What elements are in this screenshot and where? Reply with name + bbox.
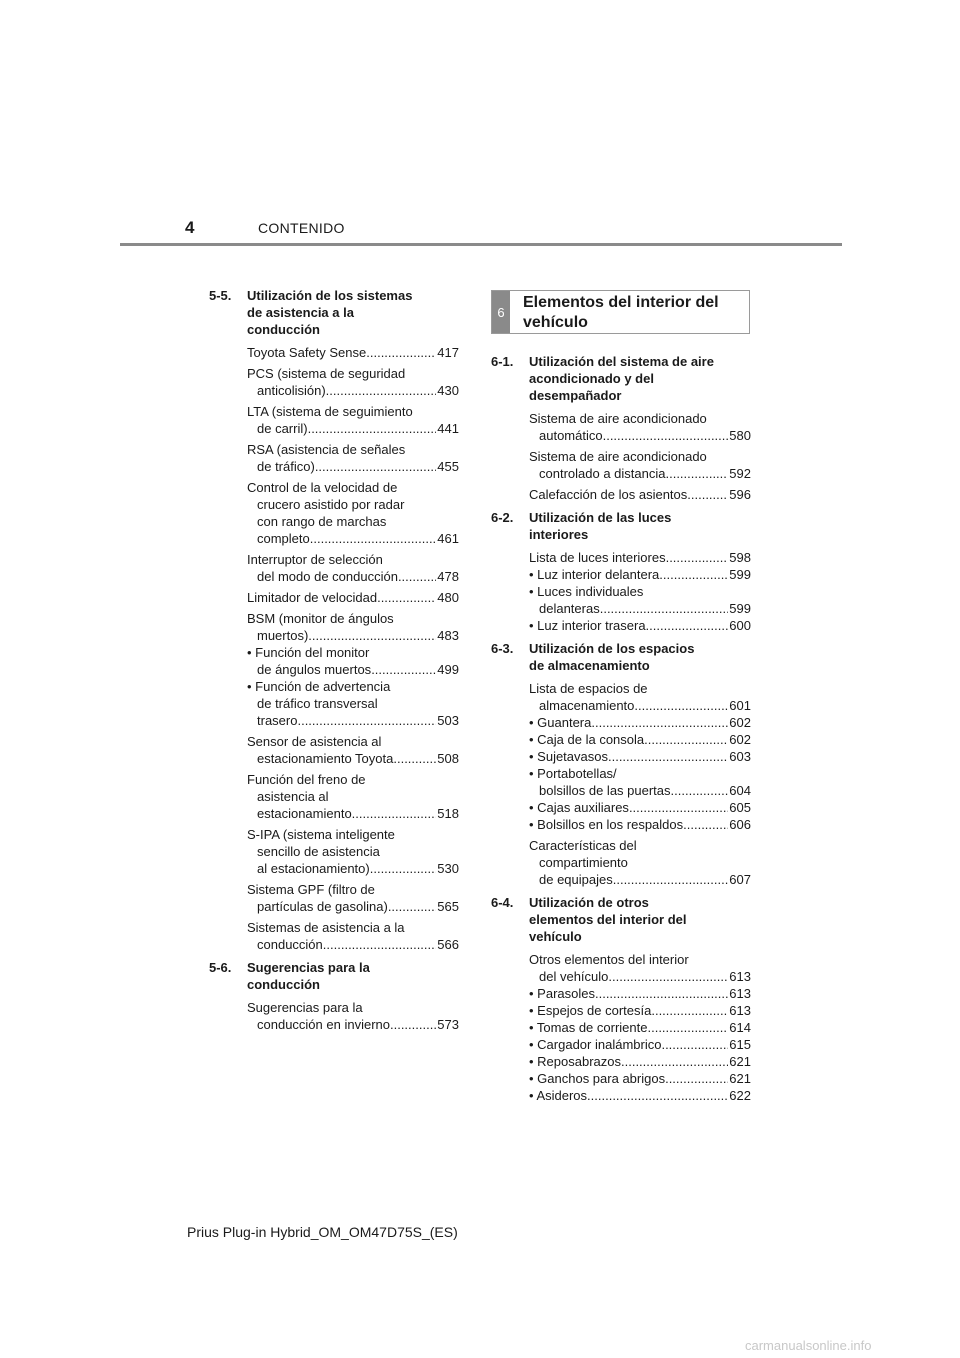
toc-entry-line (529, 748, 751, 765)
toc-page-number: 607 (729, 872, 751, 887)
section-number: 6-4. (491, 895, 514, 910)
chapter-tab: 6 (492, 291, 510, 333)
section-title (529, 353, 751, 404)
toc-entry-text: • Luces individuales (529, 584, 644, 599)
section-title-line: Utilización de otros (529, 895, 649, 910)
toc-entry-text: Sistema de aire acondicionado (529, 449, 707, 464)
toc-entry-line (529, 731, 751, 748)
section-number: 5-6. (209, 960, 232, 975)
toc-entry[interactable] (529, 549, 751, 634)
toc-page-number: 598 (729, 550, 751, 565)
toc-entry-line (247, 733, 459, 750)
section-number: 5-5. (209, 288, 232, 303)
toc-page-number: 600 (729, 618, 751, 633)
section-title-line: de almacenamiento (529, 658, 650, 673)
toc-page-number: 599 (729, 601, 751, 616)
toc-page-number: 430 (437, 383, 459, 398)
toc-entry-line (529, 1087, 751, 1104)
toc-page-number: 483 (437, 628, 459, 643)
dot-leader (600, 600, 729, 617)
dot-leader (370, 860, 437, 877)
toc-page-number: 614 (729, 1020, 751, 1035)
toc-entry-line (247, 898, 459, 915)
dot-leader (687, 486, 728, 503)
toc-page-number: 417 (437, 345, 459, 360)
toc-page-number: 621 (729, 1071, 751, 1086)
chapter-title (523, 293, 719, 333)
toc-entry[interactable] (247, 551, 459, 585)
dot-leader (613, 871, 729, 888)
toc-entry-text: conducción (257, 937, 323, 952)
toc-entry-text: Sistema de aire acondicionado (529, 411, 707, 426)
toc-entry-line (247, 365, 459, 382)
header-rule (120, 243, 842, 246)
toc-entry-text: • Cajas auxiliares (529, 800, 629, 815)
toc-entry-text: Calefacción de los asientos (529, 487, 688, 502)
toc-entry-text: almacenamiento (539, 698, 635, 713)
toc-entry-text: con rango de marchas (257, 514, 387, 529)
toc-entry-line (529, 951, 751, 968)
toc-entry-line (247, 568, 459, 585)
toc-entry-text: Lista de espacios de (529, 681, 648, 696)
dot-leader (297, 712, 436, 729)
toc-section (209, 959, 459, 1033)
toc-entry-text: del modo de conducción (257, 569, 398, 584)
section-title-line: desempañador (529, 388, 622, 403)
dot-leader (308, 627, 436, 644)
toc-entry-text: partículas de gasolina) (257, 899, 388, 914)
toc-entry-line (247, 750, 459, 767)
toc-entry-text: • Reposabrazos (529, 1054, 621, 1069)
toc-entry-line (247, 458, 459, 475)
toc-page-number: 592 (729, 466, 751, 481)
page-title: CONTENIDO (258, 220, 345, 236)
section-number: 6-1. (491, 354, 514, 369)
toc-entry-text: conducción en invierno (257, 1017, 390, 1032)
section-heading (209, 959, 459, 993)
chapter-title-line: Elementos del interior del (523, 294, 719, 311)
toc-entry-line (529, 854, 751, 871)
toc-entry-line (247, 678, 459, 695)
toc-page-number: 461 (437, 531, 459, 546)
toc-entry-line (529, 566, 751, 583)
toc-page-number: 606 (729, 817, 751, 832)
toc-entry-text: sencillo de asistencia (257, 844, 380, 859)
toc-entry-text: Lista de luces interiores (529, 550, 666, 565)
toc-entry-line (529, 714, 751, 731)
toc-entry-line (529, 486, 751, 503)
toc-entry-line (247, 805, 459, 822)
toc-entry-text: anticolisión) (257, 383, 326, 398)
toc-entry-text: Sugerencias para la (247, 1000, 363, 1015)
toc-entry-line (529, 1002, 751, 1019)
dot-leader (388, 898, 436, 915)
toc-entry-text: de ángulos muertos (257, 662, 372, 677)
toc-page-number: 613 (729, 969, 751, 984)
toc-entry-line (529, 697, 751, 714)
toc-section (491, 353, 751, 503)
toc-entry-line (529, 799, 751, 816)
toc-page-number: 441 (437, 421, 459, 436)
dot-leader (326, 382, 437, 399)
chapter-title-line: vehículo (523, 314, 588, 331)
toc-entry-line (247, 496, 459, 513)
toc-entry-line (247, 382, 459, 399)
dot-leader (323, 936, 437, 953)
toc-entry-line (247, 999, 459, 1016)
section-title (529, 509, 751, 543)
toc-entry-line (247, 1016, 459, 1033)
section-number: 6-3. (491, 641, 514, 656)
toc-entry-line (529, 871, 751, 888)
toc-page-number: 602 (729, 715, 751, 730)
toc-entry-text: Función del freno de (247, 772, 366, 787)
dot-leader (608, 968, 728, 985)
toc-entry-text: Interruptor de selección (247, 552, 383, 567)
toc-entry-text: • Portabotellas/ (529, 766, 617, 781)
toc-section (209, 287, 459, 953)
toc-entry[interactable] (529, 680, 751, 833)
toc-entry-text: automático (539, 428, 603, 443)
dot-leader (366, 344, 436, 361)
toc-entry-line (529, 837, 751, 854)
toc-entry-line (247, 881, 459, 898)
toc-section (491, 509, 751, 634)
toc-entry-text: • Espejos de cortesía (529, 1003, 652, 1018)
section-title (247, 959, 459, 993)
toc-entry-text: • Bolsillos en los respaldos (529, 817, 684, 832)
toc-page-number: 518 (437, 806, 459, 821)
dot-leader (651, 1002, 728, 1019)
toc-entry-line (247, 644, 459, 661)
dot-leader (377, 589, 436, 606)
section-title-line: acondicionado y del (529, 371, 654, 386)
toc-entry-text: bolsillos de las puertas (539, 783, 671, 798)
toc-page-number: 508 (437, 751, 459, 766)
dot-leader (603, 427, 729, 444)
toc-column-right (491, 353, 751, 1110)
dot-leader (595, 985, 728, 1002)
toc-entry[interactable] (247, 365, 459, 399)
section-title (529, 640, 751, 674)
dot-leader (371, 661, 436, 678)
toc-entry-text: estacionamiento (257, 806, 352, 821)
toc-entry-line (529, 985, 751, 1002)
dot-leader (671, 782, 729, 799)
toc-entry[interactable] (247, 881, 459, 915)
toc-entry-line (529, 816, 751, 833)
toc-entry-text: Control de la velocidad de (247, 480, 398, 495)
toc-page-number: 604 (729, 783, 751, 798)
toc-page-number: 596 (729, 487, 751, 502)
toc-page-number: 530 (437, 861, 459, 876)
dot-leader (661, 1036, 728, 1053)
toc-entry-text: estacionamiento Toyota (257, 751, 394, 766)
toc-entry-line (247, 826, 459, 843)
toc-section (491, 894, 751, 1104)
toc-entry-text: • Luz interior trasera (529, 618, 646, 633)
toc-entry[interactable] (529, 448, 751, 482)
toc-entry-line (529, 765, 751, 782)
section-title (247, 287, 459, 338)
dot-leader (393, 750, 436, 767)
toc-entry-line (529, 600, 751, 617)
dot-leader (352, 805, 437, 822)
dot-leader (646, 617, 729, 634)
toc-page-number: 573 (437, 1017, 459, 1032)
toc-entry-line (529, 410, 751, 427)
toc-entry[interactable] (247, 344, 459, 361)
toc-entry[interactable] (247, 771, 459, 822)
toc-entry-line (247, 610, 459, 627)
toc-entry[interactable] (247, 610, 459, 729)
toc-page-number: 599 (729, 567, 751, 582)
toc-entry-line (529, 1053, 751, 1070)
section-title-line: Utilización de las luces (529, 510, 672, 525)
toc-entry[interactable] (247, 826, 459, 877)
toc-entry-text: RSA (asistencia de señales (247, 442, 406, 457)
toc-entry-line (247, 860, 459, 877)
dot-leader (629, 799, 728, 816)
toc-entry[interactable] (247, 999, 459, 1033)
toc-entry-text: delanteras (539, 601, 600, 616)
toc-entry-line (529, 465, 751, 482)
toc-entry-text: PCS (sistema de seguridad (247, 366, 406, 381)
toc-page-number: 565 (437, 899, 459, 914)
toc-entry-line (529, 448, 751, 465)
dot-leader (647, 1019, 728, 1036)
toc-entry-line (529, 1070, 751, 1087)
toc-entry-line (247, 919, 459, 936)
toc-page-number: 601 (729, 698, 751, 713)
chapter-box (491, 290, 750, 334)
section-heading (209, 287, 459, 338)
toc-entry-text: asistencia al (257, 789, 329, 804)
toc-entry[interactable] (529, 951, 751, 1104)
dot-leader (587, 1087, 728, 1104)
toc-entry-line (247, 661, 459, 678)
toc-entry-line (247, 843, 459, 860)
toc-entry[interactable] (247, 919, 459, 953)
toc-page-number: 480 (437, 590, 459, 605)
toc-page-number: 455 (437, 459, 459, 474)
toc-entry-line (247, 771, 459, 788)
toc-entry-text: • Luz interior delantera (529, 567, 660, 582)
dot-leader (644, 731, 728, 748)
section-number: 6-2. (491, 510, 514, 525)
toc-entry[interactable] (247, 441, 459, 475)
section-title-line: Sugerencias para la (247, 960, 370, 975)
section-title-line: conducción (247, 977, 320, 992)
toc-entry-text: Limitador de velocidad (247, 590, 378, 605)
dot-leader (308, 420, 437, 437)
toc-entry-line (247, 712, 459, 729)
toc-entry-line (247, 627, 459, 644)
dot-leader (634, 697, 728, 714)
toc-entry[interactable] (247, 589, 459, 606)
toc-entry-text: de carril) (257, 421, 308, 436)
dot-leader (310, 530, 437, 547)
section-title-line: elementos del interior del (529, 912, 687, 927)
section-title-line: Utilización del sistema de aire (529, 354, 714, 369)
toc-entry-text: • Cargador inalámbrico (529, 1037, 662, 1052)
toc-entry-line (247, 936, 459, 953)
toc-entry-text: • Caja de la consola (529, 732, 645, 747)
footer-doc-id: Prius Plug-in Hybrid_OM_OM47D75S_(ES) (187, 1224, 458, 1240)
section-heading (491, 353, 751, 404)
toc-entry-line (529, 427, 751, 444)
toc-entry-line (529, 968, 751, 985)
toc-entry-text: del vehículo (539, 969, 609, 984)
dot-leader (390, 1016, 436, 1033)
toc-page-number: 602 (729, 732, 751, 747)
toc-column-left (209, 287, 459, 1039)
dot-leader (315, 458, 436, 475)
toc-entry-text: crucero asistido por radar (257, 497, 405, 512)
toc-page-number: 503 (437, 713, 459, 728)
toc-page-number: 580 (729, 428, 751, 443)
toc-entry[interactable] (247, 479, 459, 547)
toc-entry-line (247, 479, 459, 496)
toc-entry-line (247, 513, 459, 530)
toc-page-number: 613 (729, 986, 751, 1001)
toc-entry-line (529, 1019, 751, 1036)
toc-entry-text: muertos) (257, 628, 309, 643)
toc-entry[interactable] (529, 486, 751, 503)
toc-entry-line (529, 782, 751, 799)
dot-leader (666, 549, 729, 566)
toc-entry-text: Toyota Safety Sense (247, 345, 367, 360)
toc-page-number: 603 (729, 749, 751, 764)
section-title-line: Utilización de los espacios (529, 641, 695, 656)
toc-entry[interactable] (247, 733, 459, 767)
section-title-line: interiores (529, 527, 589, 542)
toc-entry-text: Otros elementos del interior (529, 952, 689, 967)
section-title-line: Utilización de los sistemas (247, 288, 413, 303)
dot-leader (608, 748, 728, 765)
toc-entry-text: • Asideros (529, 1088, 588, 1103)
toc-page-number: 605 (729, 800, 751, 815)
toc-entry-text: de tráfico transversal (257, 696, 378, 711)
toc-entry-text: • Parasoles (529, 986, 595, 1001)
toc-entry-text: • Función del monitor (247, 645, 370, 660)
toc-entry-line (529, 617, 751, 634)
toc-entry-text: • Tomas de corriente (529, 1020, 648, 1035)
toc-entry-text: Sistemas de asistencia a la (247, 920, 405, 935)
toc-page-number: 478 (437, 569, 459, 584)
toc-entry-text: • Sujetavasos (529, 749, 608, 764)
toc-entry-line (247, 403, 459, 420)
toc-entry-line (247, 788, 459, 805)
toc-entry-text: de equipajes (539, 872, 613, 887)
toc-page-number: 622 (729, 1088, 751, 1103)
toc-entry-text: BSM (monitor de ángulos (247, 611, 394, 626)
toc-entry-line (529, 1036, 751, 1053)
toc-page-number: 499 (437, 662, 459, 677)
toc-entry[interactable] (529, 837, 751, 888)
toc-entry[interactable] (247, 403, 459, 437)
toc-entry-text: al estacionamiento) (257, 861, 370, 876)
toc-entry-line (529, 680, 751, 697)
toc-entry-line (247, 420, 459, 437)
toc-entry-text: trasero (257, 713, 298, 728)
toc-entry-text: LTA (sistema de seguimiento (247, 404, 413, 419)
toc-entry-text: Características del (529, 838, 637, 853)
toc-page-number: 615 (729, 1037, 751, 1052)
toc-entry-text: Sistema GPF (filtro de (247, 882, 375, 897)
dot-leader (659, 566, 728, 583)
section-title-line: conducción (247, 322, 320, 337)
toc-entry-text: • Ganchos para abrigos (529, 1071, 666, 1086)
dot-leader (683, 816, 728, 833)
toc-entry-text: • Función de advertencia (247, 679, 391, 694)
section-heading (491, 640, 751, 674)
toc-section (491, 640, 751, 888)
dot-leader (621, 1053, 728, 1070)
toc-entry-text: S-IPA (sistema inteligente (247, 827, 395, 842)
toc-page-number: 613 (729, 1003, 751, 1018)
toc-entry-text: compartimiento (539, 855, 628, 870)
dot-leader (665, 465, 728, 482)
section-title-line: de asistencia a la (247, 305, 354, 320)
toc-entry-text: controlado a distancia (539, 466, 666, 481)
page-number: 4 (185, 218, 195, 237)
watermark: carmanualsonline.info (745, 1338, 872, 1353)
section-title (529, 894, 751, 945)
toc-entry-line (247, 530, 459, 547)
toc-entry-line (247, 551, 459, 568)
toc-entry[interactable] (529, 410, 751, 444)
section-title-line: vehículo (529, 929, 582, 944)
dot-leader (665, 1070, 728, 1087)
toc-page-number: 621 (729, 1054, 751, 1069)
toc-entry-line (529, 583, 751, 600)
toc-entry-line (247, 344, 459, 361)
toc-entry-text: de tráfico) (257, 459, 315, 474)
section-heading (491, 509, 751, 543)
toc-entry-text: Sensor de asistencia al (247, 734, 382, 749)
toc-entry-line (529, 549, 751, 566)
toc-entry-line (247, 589, 459, 606)
toc-entry-text: completo (257, 531, 310, 546)
dot-leader (591, 714, 728, 731)
toc-entry-line (247, 441, 459, 458)
toc-entry-line (247, 695, 459, 712)
toc-entry-text: • Guantera (529, 715, 592, 730)
section-heading (491, 894, 751, 945)
toc-page-number: 566 (437, 937, 459, 952)
dot-leader (398, 568, 436, 585)
